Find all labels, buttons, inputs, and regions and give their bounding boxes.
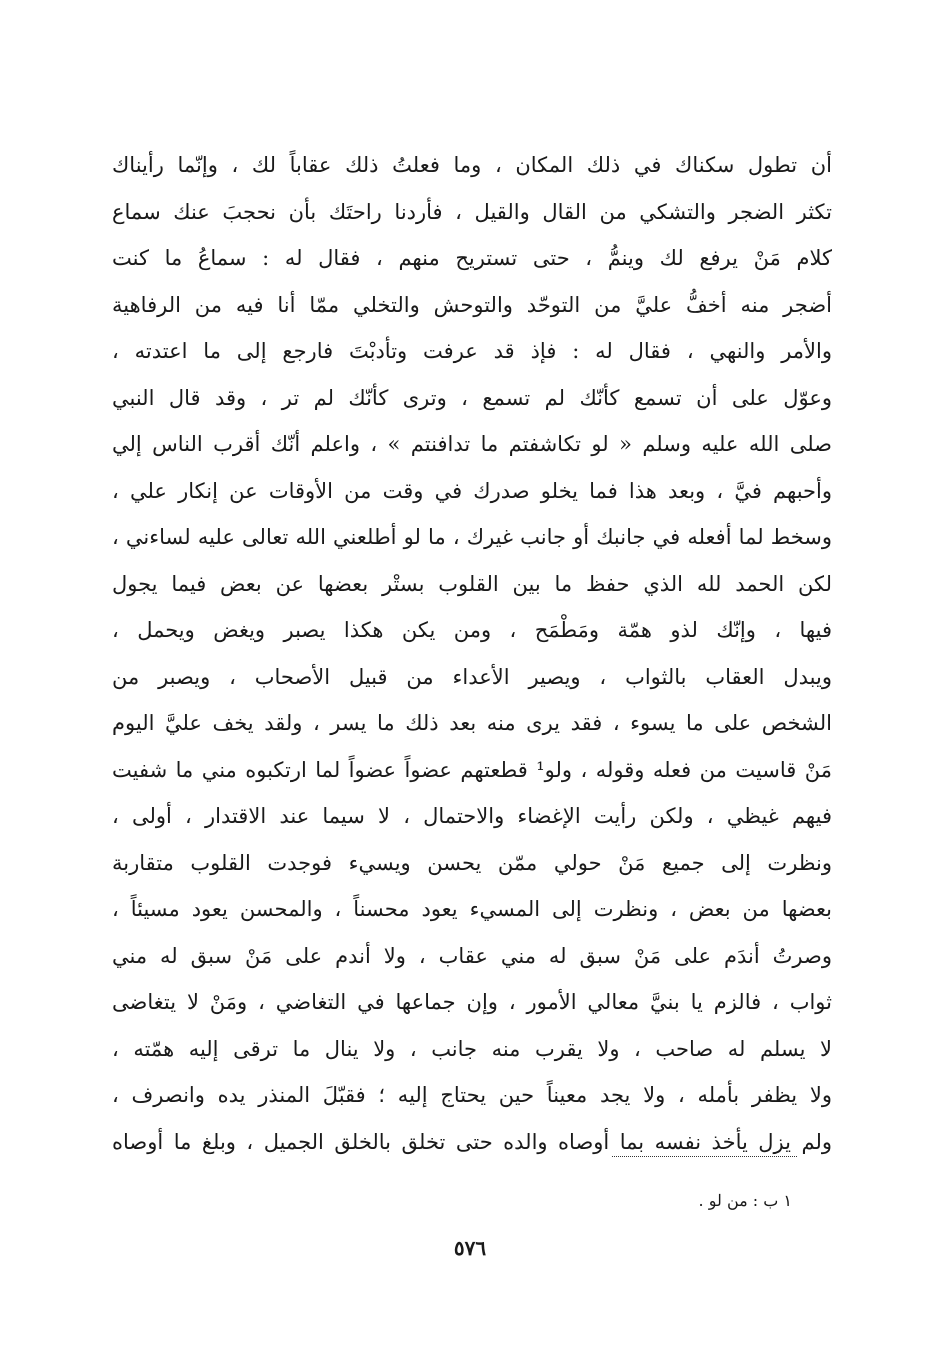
text-line: ونظرت إلى جميع مَنْ حولي ممّن يحسن ويسيء فوجدت القلوب متقاربة [112, 850, 832, 875]
page-number: ٥٧٦ [453, 1236, 487, 1260]
text-line: وسخط لما أفعله في جانبك أو جانب غيرك ، ما لو أطلعني الله تعالى عليه لساءني ، [112, 525, 832, 549]
text-line: صلى الله عليه وسلم « لو تكاشفتم ما تدافنتم » ، واعلم أنّك أقرب الناس إلي [112, 432, 832, 456]
text-line: وعوّل على أن تسمع كأنّك لم تسمع ، وترى كأنّك لم تر ، وقد قال النبي [112, 385, 832, 410]
text-line: فيها ، وإنّك لذو همّة ومَطْمَح ، ومن يكن هكذا يصبر ويغض ويحمل ، [112, 618, 832, 642]
text-line: فيهم غيظي ، ولكن رأيت الإغضاء والاحتمال ، لا سيما عند الاقتدار ، أولى ، [112, 804, 832, 828]
text-line: أضجر منه أخفُّ عليَّ من التوحّد والتوحش والتخلي ممّا أنا فيه من الرفاهية [112, 292, 832, 317]
text-line: تكثر الضجر والتشكي من القال والقيل ، فأردنا راحتَك بأن نحجبَ عنك سماع [112, 199, 832, 224]
text-line: ولم يزل يأخذ نفسه بما أوصاه والده حتى تخلق بالخلق الجميل ، وبلغ ما أوصاه [112, 1129, 832, 1154]
text-line: بعضها من بعض ، ونظرت إلى المسيء يعود محسناً ، والمحسن يعود مسيئاً ، [112, 897, 832, 921]
footnote-separator [612, 1156, 797, 1157]
text-line: والأمر والنهي ، فقال له : فإذ قد عرفت وتأدبْتَ فارجع إلى ما اعتدته ، [112, 339, 832, 363]
text-line: أن تطول سكناك في ذلك المكان ، وما فعلتُ ذلك عقاباً لك ، وإنّما رأيناك [112, 153, 832, 177]
text-line: مَنْ قاسيت من فعله وقوله ، ولو¹ قطعتهم عضواً عضواً لما ارتكبوه مني ما شفيت [112, 757, 832, 782]
text-line: لا يسلم له صاحب ، ولا يقرب منه جانب ، ولا ينال ما ترقى إليه همّته ، [112, 1036, 832, 1061]
text-line: وصرتُ أندَم على مَنْ سبق له مني عقاب ، ولا أندم على مَنْ سبق له مني [112, 943, 832, 968]
footnote: ١ ب : من لو . [698, 1191, 792, 1210]
text-line: لكن الحمد لله الذي حفظ ما بين القلوب بستْر بعضها عن بعض فيما يجول [112, 571, 832, 596]
text-line: كلام مَنْ يرفع لك وينمُّ ، حتى تستريح منهم ، فقال له : سماعُ ما كنت [112, 246, 832, 270]
text-line: ويبدل العقاب بالثواب ، ويصير الأعداء من قبيل الأصحاب ، ويصبر من [112, 664, 832, 689]
text-line: الشخص على ما يسوء ، فقد يرى منه بعد ذلك ما يسر ، ولقد يخف عليَّ اليوم [112, 711, 832, 735]
text-line: ثواب ، فالزم يا بنيَّ معالي الأمور ، وإن جماعها في التغاضي ، ومَنْ لا يتغاضى [112, 990, 832, 1014]
text-line: وأحبهم فيَّ ، وبعد هذا فما يخلو صدرك في وقت من الأوقات عن إنكار علي ، [112, 478, 832, 503]
text-line: ولا يظفر بأمله ، ولا يجد معيناً حين يحتاج إليه ؛ فقبّلَ المنذر يده وانصرف ، [112, 1083, 832, 1107]
main-text-body [112, 142, 832, 1165]
